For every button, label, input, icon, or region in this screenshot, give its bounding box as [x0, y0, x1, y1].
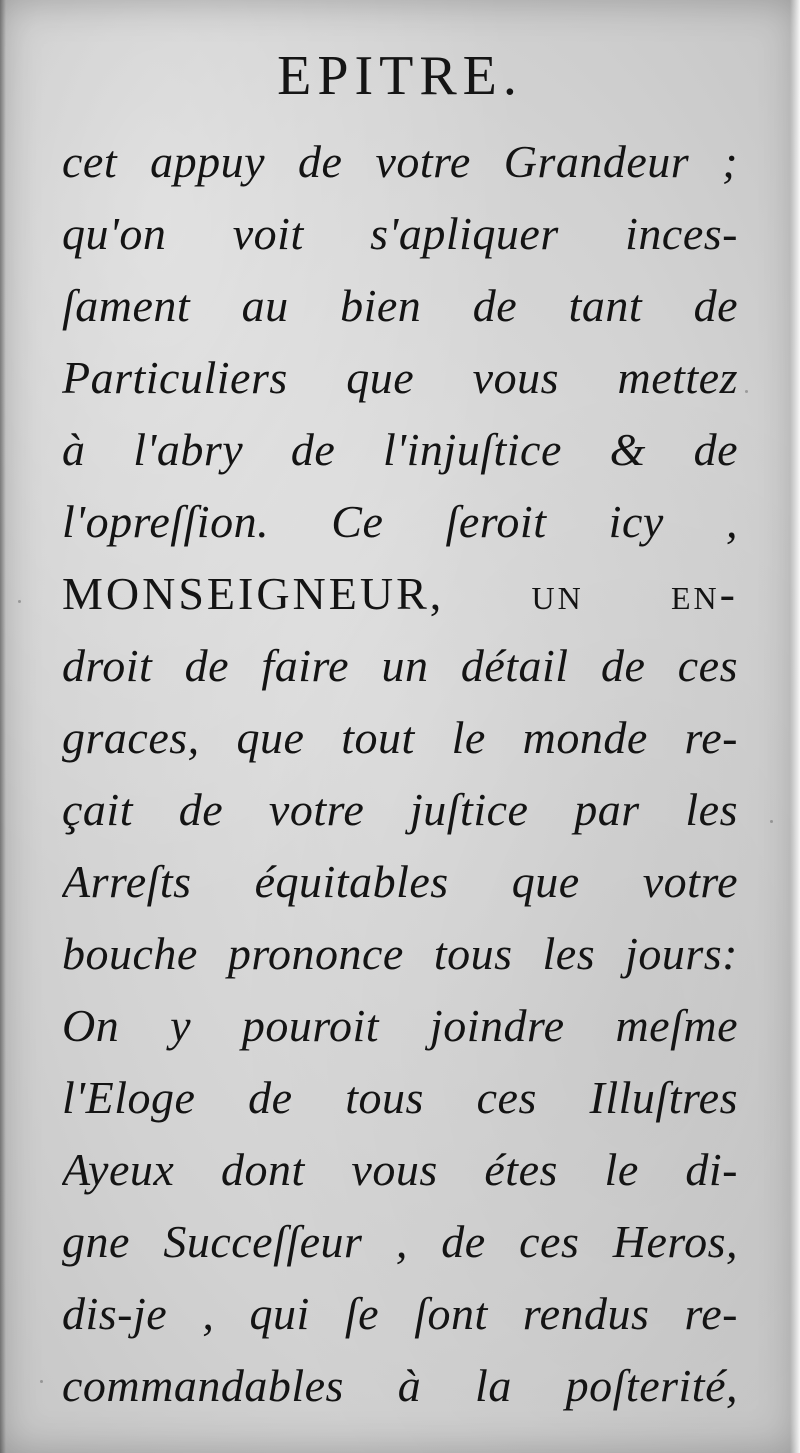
text-line-1: cet appuy de votre Grandeur ;: [62, 136, 738, 187]
text-line-9: graces, que tout le monde re-: [62, 712, 738, 763]
text-line-6: l'opreſſion. Ce ſeroit icy ,: [62, 496, 738, 547]
body-text: [62, 126, 738, 1422]
text-line-18: commandables à la poſterité,: [62, 1360, 738, 1411]
page-left-shadow: [0, 0, 6, 1453]
paper-speck: [770, 820, 773, 823]
paper-speck: [40, 1380, 43, 1383]
text-line-2: qu'on voit s'apliquer inces-: [62, 208, 738, 259]
text-line-12: bouche prononce tous les jours:: [62, 928, 738, 979]
text-line-8: droit de faire un détail de ces: [62, 640, 738, 691]
text-line-7: MONSEIGNEUR, un en-: [62, 568, 738, 619]
running-head: EPITRE.: [277, 45, 523, 107]
text-line-13: On y pouroit joindre meſme: [62, 1000, 738, 1051]
paper-speck: [745, 390, 748, 393]
text-line-17: dis-je , qui ſe ſont rendus re-: [62, 1288, 738, 1339]
text-line-3: ſament au bien de tant de: [62, 280, 738, 331]
text-line-15: Ayeux dont vous étes le di-: [62, 1144, 738, 1195]
text-line-4: Particuliers que vous mettez: [62, 352, 738, 403]
paper-speck: [18, 600, 21, 603]
text-line-14: l'Eloge de tous ces Illuſtres: [62, 1072, 738, 1123]
text-line-10: çait de votre juſtice par les: [62, 784, 738, 835]
text-line-5: à l'abry de l'injuſtice & de: [62, 424, 738, 475]
text-line-11: Arreſts équitables que votre: [62, 856, 738, 907]
text-line-16: gne Succeſſeur , de ces Heros,: [62, 1216, 738, 1267]
page-right-edge: [790, 0, 800, 1453]
